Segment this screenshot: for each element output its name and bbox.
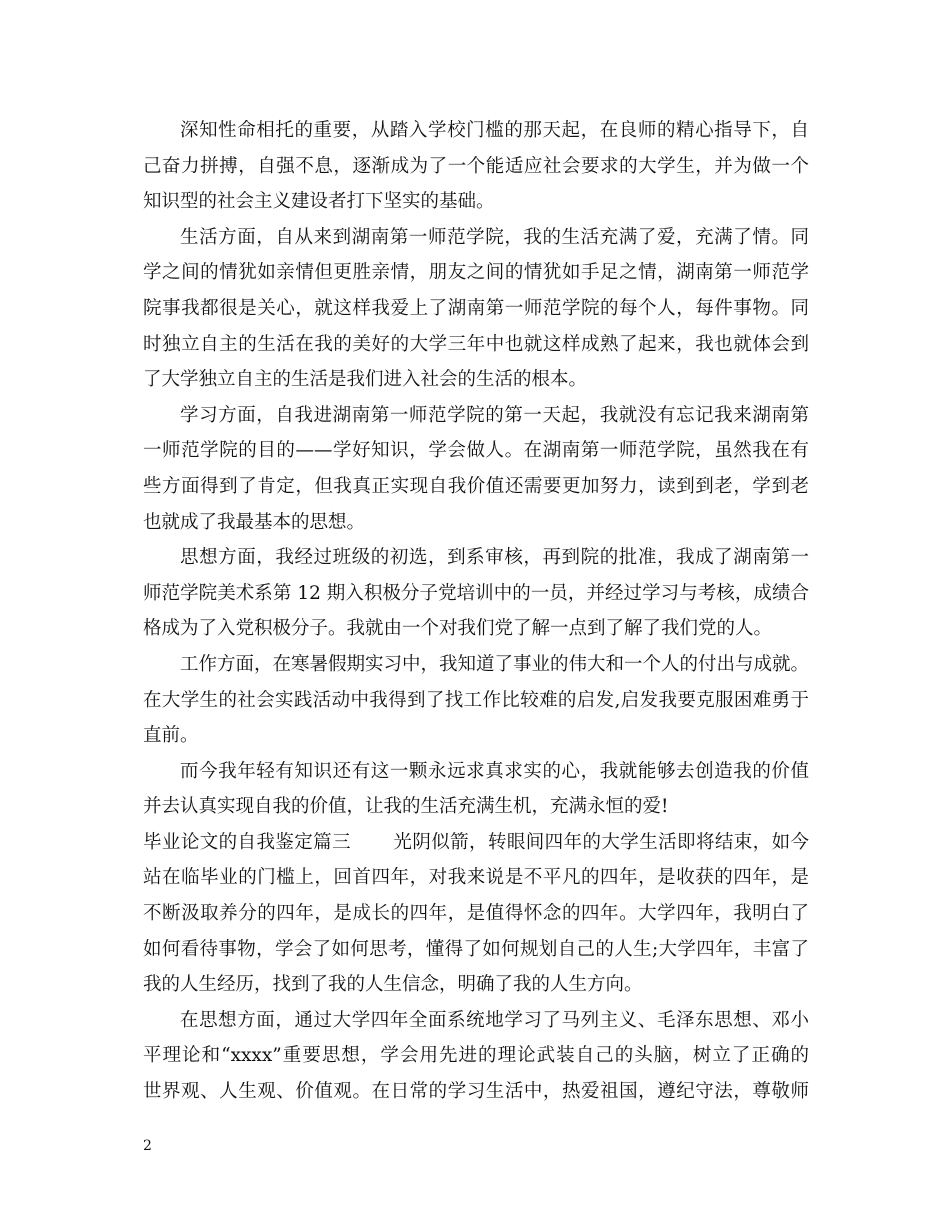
- text-line: [143, 825, 809, 861]
- text-line: 而今我年轻有知识还有这一颗永远求真求实的心，我就能够去创造我的价值: [180, 760, 809, 782]
- text-line: 如何看待事物，学会了如何思考，懂得了如何规划自己的人生;大学四年，丰富了: [143, 938, 809, 960]
- text-line: 了大学独立自主的生活是我们进入社会的生活的根本。: [143, 369, 588, 391]
- text-line: 在思想方面，通过大学四年全面系统地学习了马列主义、毛泽东思想、邓小: [180, 1009, 809, 1031]
- text-line: 时独立自主的生活在我的美好的大学三年中也就这样成熟了起来，我也就体会到: [143, 333, 809, 355]
- text-fragment: 光阴似箭，转眼间四年的大学生活即将结束，如今: [393, 831, 809, 853]
- text-line: 直前。: [143, 725, 199, 747]
- text-line: 不断汲取养分的四年，是成长的四年，是值得怀念的四年。大学四年，我明白了: [143, 903, 809, 925]
- text-line: 在大学生的社会实践活动中我得到了找工作比较难的启发,启发我要克服困难勇于: [143, 689, 809, 711]
- text-line: 平理论和“xxxx”重要思想，学会用先进的理论武装自己的头脑，树立了正确的: [143, 1045, 809, 1067]
- text-line: 学之间的情犹如亲情但更胜亲情，朋友之间的情犹如手足之情，湖南第一师范学: [143, 262, 809, 284]
- text-line: 站在临毕业的门槛上，回首四年，对我来说是不平凡的四年，是收获的四年，是: [143, 867, 809, 889]
- text-line: 工作方面，在寒暑假期实习中，我知道了事业的伟大和一个人的付出与成就。: [180, 653, 810, 675]
- text-line: 深知性命相托的重要，从踏入学校门槛的那天起，在良师的精心指导下，自: [180, 120, 809, 141]
- text-line: 己奋力拼搏，自强不息，逐渐成为了一个能适应社会要求的大学生，并为做一个: [143, 155, 809, 177]
- text-line: 生活方面，自从来到湖南第一师范学院，我的生活充满了爱，充满了情。同: [180, 226, 809, 248]
- text-line: 些方面得到了肯定，但我真正实现自我价值还需要更加努力，读到到老，学到老: [143, 475, 809, 497]
- text-line: 师范学院美术系第 12 期入积极分子党培训中的一员，并经过学习与考核，成绩合: [143, 582, 809, 604]
- section-heading: 毕业论文的自我鉴定篇三: [143, 831, 351, 853]
- document-body: [143, 113, 809, 1110]
- text-line: 也就成了我最基本的思想。: [143, 511, 366, 533]
- text-line: 知识型的社会主义建设者打下坚实的基础。: [143, 191, 495, 213]
- text-line: 并去认真实现自我的价值，让我的生活充满生机，充满永恒的爱!: [143, 796, 669, 818]
- text-line: 思想方面，我经过班级的初选，到系审核，再到院的批准，我成了湖南第一: [180, 547, 809, 569]
- text-line: 学习方面，自我进湖南第一师范学院的第一天起，我就没有忘记我来湖南第: [180, 404, 809, 426]
- text-line: 格成为了入党积极分子。我就由一个对我们党了解一点到了解了我们党的人。: [143, 618, 773, 640]
- page-number: 2: [143, 1138, 152, 1154]
- text-line: 世界观、人生观、价值观。在日常的学习生活中，热爱祖国，遵纪守法，尊敬师: [143, 1081, 809, 1103]
- text-line: 院事我都很是关心，就这样我爱上了湖南第一师范学院的每个人，每件事物。同: [143, 297, 809, 319]
- text-line: 一师范学院的目的——学好知识，学会做人。在湖南第一师范学院，虽然我在有: [143, 440, 809, 462]
- text-line: 我的人生经历，找到了我的人生信念，明确了我的人生方向。: [143, 974, 643, 996]
